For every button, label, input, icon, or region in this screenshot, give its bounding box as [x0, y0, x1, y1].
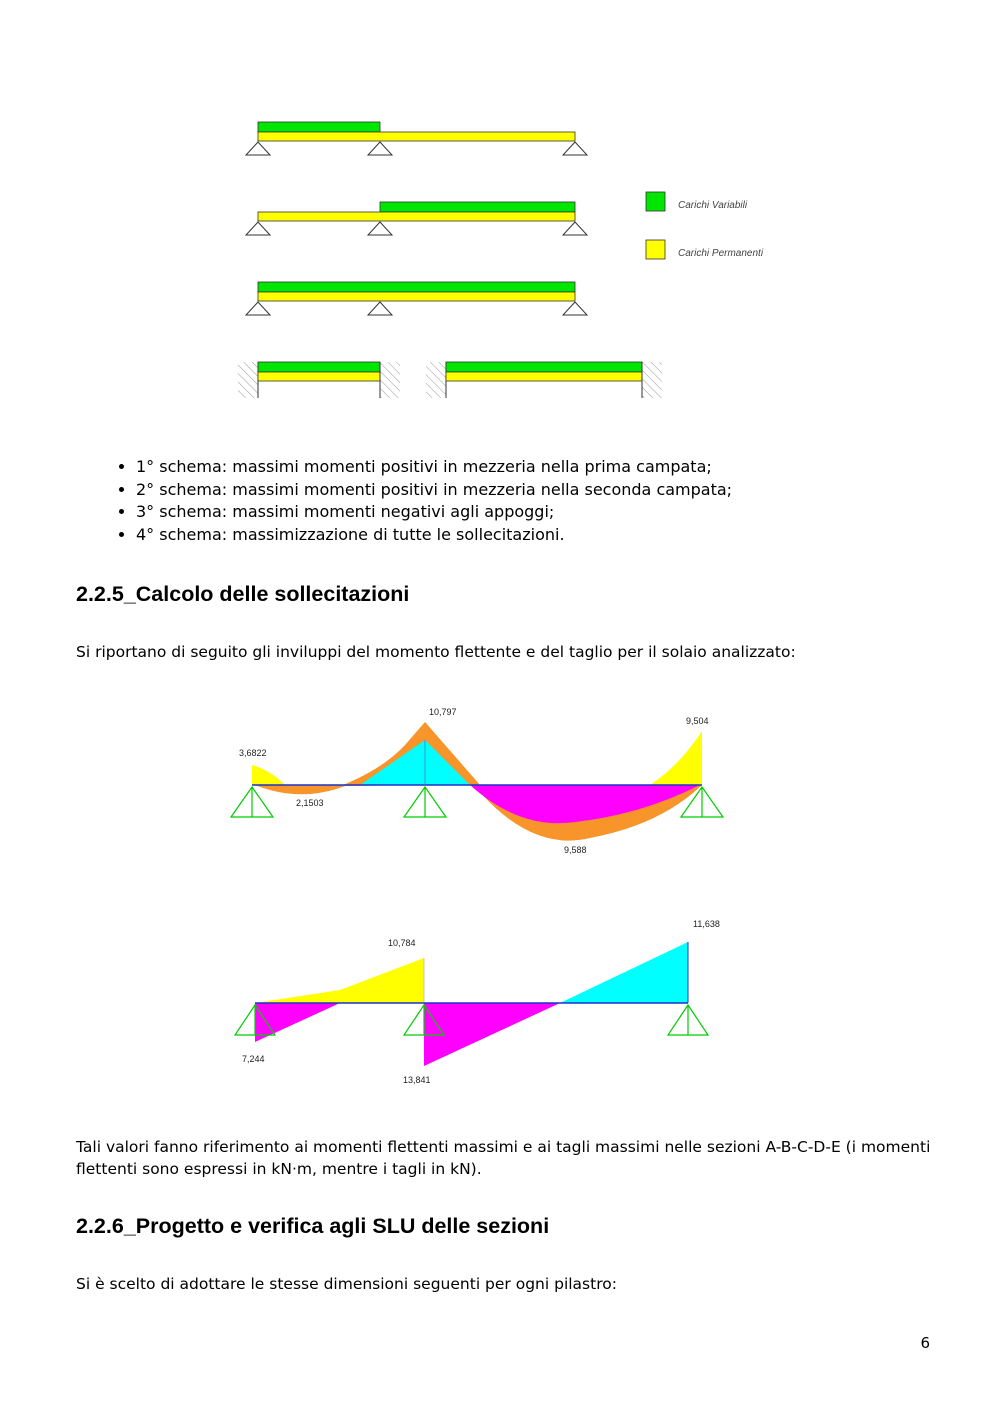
list-item: • 3° schema: massimi momenti negativi agli appoggi;	[136, 501, 956, 524]
moment-label-right-support: 9,504	[686, 716, 709, 726]
legend-permanent-label: Carichi Permanenti	[678, 248, 764, 259]
shear-label-middle-support-left: 10,784	[388, 938, 416, 948]
moment-label-left-support: 3,6822	[239, 748, 267, 758]
moment-envelope	[252, 722, 702, 841]
legend-variable-label: Carichi Variabili	[678, 200, 748, 211]
page-number: 6	[920, 1334, 930, 1352]
results-note: Tali valori fanno riferimento ai momenti flettenti massimi e ai tagli massimi nelle sezioni A-B-C-D-E (i momenti flettenti sono espressi in kN·m, mentre i tagli in kN).	[76, 1138, 931, 1178]
moment-label-middle-support: 10,797	[429, 707, 457, 717]
list-item: • 1° schema: massimi momenti positivi in mezzeria nella prima campata;	[136, 456, 956, 479]
shear-envelope	[255, 942, 688, 1066]
section-heading-226: 2.2.6_Progetto e verifica agli SLU delle sezioni	[76, 1214, 550, 1238]
section-226-intro: Si è scelto di adottare le stesse dimensioni seguenti per ogni pilastro:	[76, 1275, 617, 1293]
moment-label-span-1: 2,1503	[296, 798, 324, 808]
moment-label-span-2: 9,588	[564, 845, 587, 855]
shear-label-right-support: 11,638	[693, 919, 720, 929]
section-225-intro: Si riportano di seguito gli inviluppi del momento flettente e del taglio per il solaio analizzato:	[76, 643, 796, 661]
shear-label-left-support: 7,244	[242, 1054, 265, 1064]
list-item: • 4° schema: massimizzazione di tutte le sollecitazioni.	[136, 524, 956, 547]
shear-label-middle-support-right: 13,841	[403, 1075, 431, 1085]
list-item: • 2° schema: massimi momenti positivi in mezzeria nella seconda campata;	[136, 479, 956, 502]
section-heading-225: 2.2.5_Calcolo delle sollecitazioni	[76, 582, 410, 606]
